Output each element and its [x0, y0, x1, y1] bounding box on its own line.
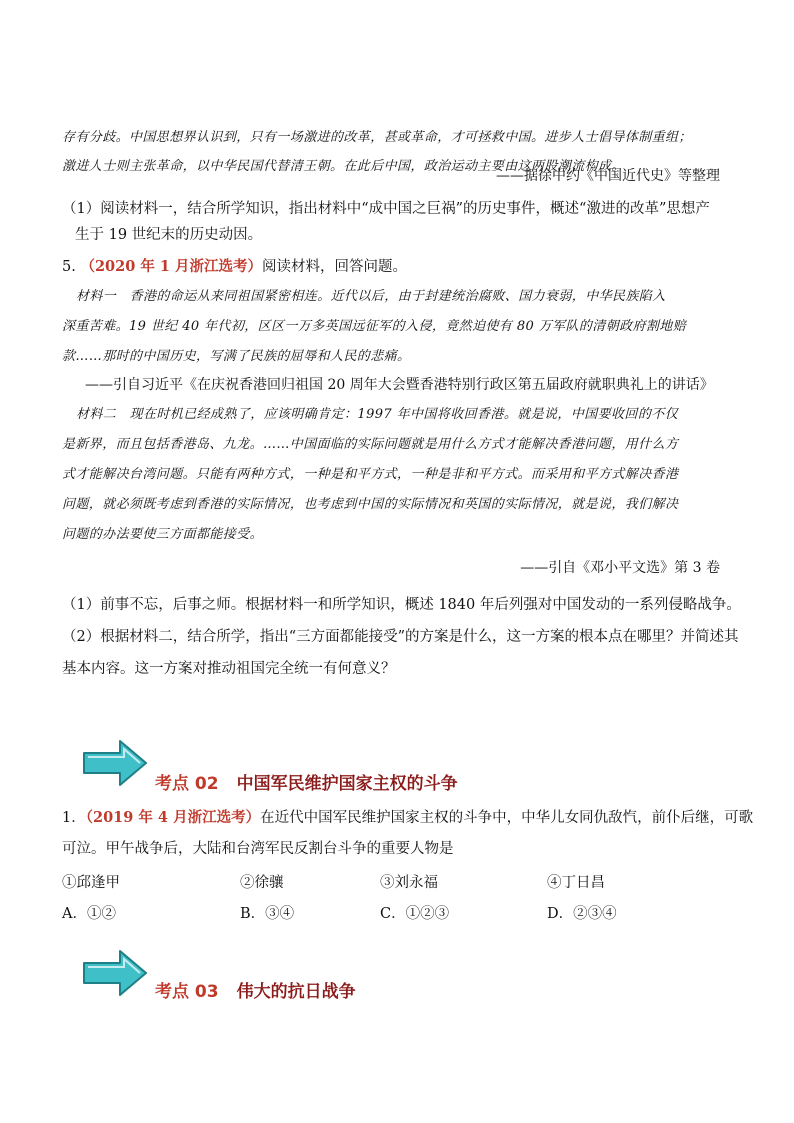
section-heading-02 [80, 733, 500, 803]
question-5-header [62, 257, 407, 277]
answer-item: ③刘永福 [380, 875, 438, 891]
section-title: 中国军民维护国家主权的斗争 [236, 774, 458, 794]
material-1-source: ——引自习近平《在庆祝香港回归祖国 20 周年大会暨香港特别行政区第五届政府就职典礼上的讲话》 [85, 377, 714, 393]
option-a[interactable]: A．①② [62, 906, 116, 922]
exam-source-tag: （2020 年 1 月浙江选考） [80, 258, 263, 275]
answer-item: ④丁日昌 [547, 875, 605, 891]
answer-item: ①邱逢甲 [62, 875, 120, 891]
section-heading-text [155, 769, 458, 794]
section-number: 考点 02 [155, 774, 219, 794]
material-2-line: 材料二 现在时机已经成熟了，应该明确肯定：1997 年中国将收回香港。就是说，中国要收回的不仅 [76, 407, 679, 422]
question-5-sub-2: （2）根据材料二，结合所学，指出“三方面都能接受”的方案是什么，这一方案的根本点在哪里？并简述其 [62, 629, 739, 645]
passage-line: 存有分歧。中国思想界认识到，只有一场激进的改革，甚或革命，才可拯救中国。进步人士倡导体制重组； [62, 130, 692, 145]
section-heading-text [155, 977, 356, 1002]
question-prompt: 阅读材料，回答问题。 [262, 259, 408, 275]
exam-source-tag: （2019 年 4 月浙江选考） [85, 809, 261, 826]
material-2-line: 式才能解决台湾问题。只能有两种方式，一种是和平方式，一种是非和平方式。而采用和平方式解决香港 [62, 467, 679, 482]
answer-item: ②徐骧 [240, 875, 284, 891]
question-stem: 在近代中国军民维护国家主权的斗争中，中华儿女同仇敌忾，前仆后继，可歌 [260, 810, 754, 826]
passage-source: ——据徐中约《中国近代史》等整理 [496, 168, 720, 184]
material-2-source: ——引自《邓小平文选》第 3 卷 [520, 560, 720, 576]
passage-line: 激进人士则主张革命，以中华民国代替清王朝。在此后中国，政治运动主要由这两股潮流构成。 [62, 159, 625, 174]
section-title: 伟大的抗日战争 [236, 982, 356, 1002]
question-5-sub-1: （1）前事不忘，后事之师。根据材料一和所学知识，概述 1840 年后列强对中国发动的一系列侵略战争。 [62, 597, 741, 613]
option-b[interactable]: B．③④ [240, 906, 295, 922]
material-1-line: 款……那时的中国历史，写满了民族的屈辱和人民的悲痛。 [62, 349, 411, 364]
question-1-stem-cont: 可泣。甲午战争后，大陆和台湾军民反割台斗争的重要人物是 [62, 841, 454, 857]
material-1-line: 深重苦难。19 世纪 40 年代初，区区一万多英国远征军的入侵，竟然迫使有 80 万军队的清朝政府割地赔 [62, 319, 687, 334]
option-c[interactable]: C．①②③ [380, 906, 450, 922]
section-number: 考点 03 [155, 982, 219, 1002]
arrow-icon [80, 733, 150, 793]
question-number: 1． [62, 810, 86, 826]
material-2-line: 问题，就必须既考虑到香港的实际情况，也考虑到中国的实际情况和英国的实际情况，就是说，我们解决 [62, 497, 679, 512]
question-5-sub-2-cont: 基本内容。这一方案对推动祖国完全统一有何意义？ [62, 661, 396, 677]
question-4-sub-1-cont: 生于 19 世纪末的历史动因。 [75, 227, 263, 243]
question-4-sub-1: （1）阅读材料一，结合所学知识，指出材料中“成中国之巨祸”的历史事件，概述“激进的改革”思想产 [62, 201, 710, 217]
material-1-line: 材料一 香港的命运从来同祖国紧密相连。近代以后，由于封建统治腐败、国力衰弱，中华民族陷入 [76, 289, 666, 304]
material-2-line: 问题的办法要使三方面都能接受。 [62, 527, 264, 542]
material-2-line: 是新界，而且包括香港岛、九龙。……中国面临的实际问题就是用什么方式才能解决香港问题，用什么方 [62, 437, 679, 452]
section-heading-03 [80, 943, 440, 1013]
question-number: 5. [62, 259, 76, 275]
option-d[interactable]: D．②③④ [547, 906, 617, 922]
arrow-icon [80, 943, 150, 1003]
question-1-stem [62, 808, 753, 828]
